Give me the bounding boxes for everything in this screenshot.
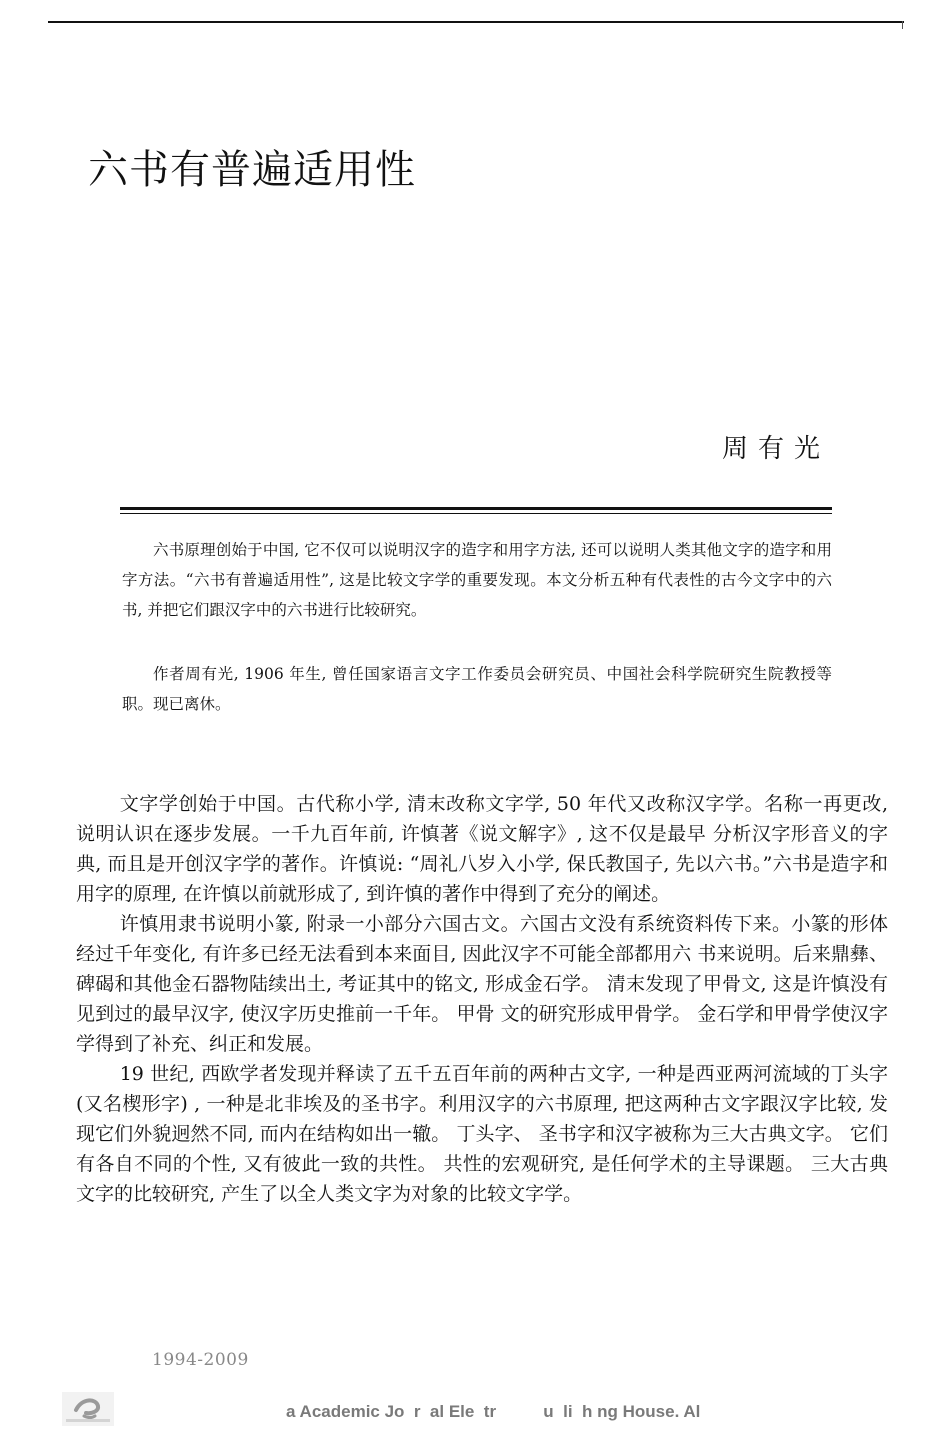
author-bio: 作者周有光, 1906 年生, 曾任国家语言文字工作委员会研究员、中国社会科学院研究生院教授等职。现已离休。 <box>122 665 832 713</box>
cnki-logo-icon <box>62 1392 114 1426</box>
article-title: 六书有普遍适用性 <box>88 147 416 193</box>
title-separator-rule <box>120 507 832 514</box>
top-tick-mark <box>902 21 903 29</box>
copyright-years: 1994-2009 <box>152 1350 249 1370</box>
publisher-footer-text: a Academic Jo r al Ele tr u li h ng House. Al <box>286 1402 701 1421</box>
body-paragraph-2: 许慎用隶书说明小篆, 附录一小部分六国古文。六国古文没有系统资料传下来。小篆的形体经过千年变化, 有许多已经无法看到本来面目, 因此汉字不可能全部都用六 书来说明。后来鼎彝、碑碣和其他金石器物陆续出土, 考证其中的铭文, 形成金石学。 清末发现了甲骨文, 这是许慎没有见到过的最早汉字, 使汉字历史推前一千年。 甲骨 文的研究形成甲骨学。 金石学和甲骨学使汉字学得到了补充、纠正和发展。 <box>76 913 888 1055</box>
author-name: 周有光 <box>721 434 830 464</box>
abstract-block <box>122 535 832 719</box>
top-rule <box>48 21 904 23</box>
abstract-summary: 六书原理创始于中国, 它不仅可以说明汉字的造字和用字方法, 还可以说明人类其他文字的造字和用字方法。“六书有普遍适用性”, 这是比较文字学的重要发现。本文分析五种有代表性的古今文字中的六书, 并把它们跟汉字中的六书进行比较研究。 <box>122 541 832 619</box>
body-paragraph-3: 19 世纪, 西欧学者发现并释读了五千五百年前的两种古文字, 一种是西亚两河流域的丁头字 (又名楔形字) , 一种是北非埃及的圣书字。利用汉字的六书原理, 把这两种古文字跟汉字比较, 发现它们外貌迥然不同, 而内在结构如出一辙。 丁头字、 圣书字和汉字被称为三大古典文字。 它们有各自不同的个性, 又有彼此一致的共性。 共性的宏观研究, 是任何学术的主导课题。 三大古典文字的比较研究, 产生了以全人类文字为对象的比较文字学。 <box>76 1063 888 1205</box>
body-paragraph-1: 文字学创始于中国。古代称小学, 清末改称文字学, 50 年代又改称汉字学。名称一再更改, 说明认识在逐步发展。一千九百年前, 许慎著《说文解字》, 这不仅是最早 分析汉字形音义的字典, 而且是开创汉字学的著作。许慎说: “周礼八岁入小学, 保氏教国子, 先以六书。”六书是造字和用字的原理, 在许慎以前就形成了, 到许慎的著作中得到了充分的阐述。 <box>76 793 888 905</box>
article-body <box>76 789 888 1209</box>
